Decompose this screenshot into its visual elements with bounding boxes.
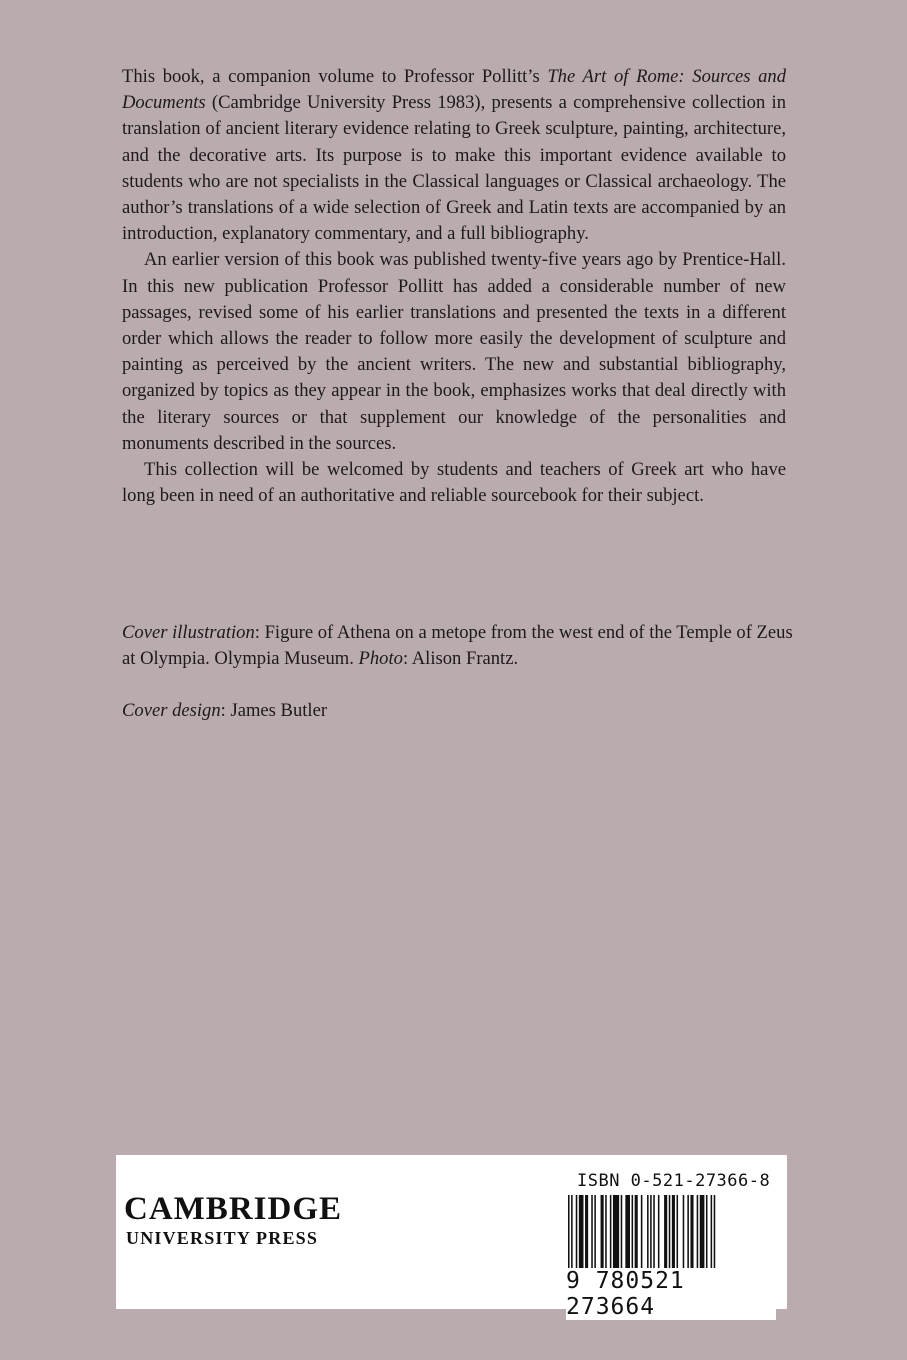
barcode-bar: [591, 1195, 593, 1271]
barcode-bar: [650, 1195, 652, 1271]
barcode-bar: [664, 1195, 667, 1271]
barcode-bar: [697, 1195, 699, 1271]
ean-digits: 9 780521 273664: [566, 1268, 776, 1320]
barcode-bar: [658, 1195, 660, 1271]
isbn-label: ISBN 0-521-27366-8: [577, 1171, 771, 1191]
barcode-bar: [601, 1195, 604, 1271]
barcode-bar: [690, 1195, 693, 1271]
barcode-bar: [625, 1195, 630, 1271]
blurb-paragraph-3: This collection will be welcomed by students and teachers of Greek art who have long been in need of an authoritative and reliable sourcebook for their subject.: [122, 459, 786, 507]
barcode-bar: [706, 1195, 708, 1271]
barcode-bar: [585, 1195, 588, 1271]
barcode-bar: [632, 1195, 634, 1271]
logo-line-1: CAMBRIDGE: [124, 1191, 343, 1227]
cover-illustration-credit: Cover illustration: Figure of Athena on a metope from the west end of the Temple of Zeus at Olympia. Olympia Museum. Photo: Alison Frantz.: [122, 622, 793, 669]
barcode-bar: [610, 1195, 612, 1271]
barcode-bar: [700, 1195, 705, 1271]
barcode-bar: [711, 1195, 713, 1271]
barcode-bar: [579, 1195, 584, 1271]
logo-line-2: UNIVERSITY PRESS: [126, 1228, 319, 1248]
barcode-bar: [687, 1195, 689, 1271]
cambridge-logo: [124, 1191, 342, 1249]
barcode-bar: [605, 1195, 607, 1271]
companion-book-title: The Art of Rome: Sources and Documents: [122, 66, 786, 114]
barcode-bar: [621, 1195, 623, 1271]
publisher-barcode-panel: [116, 1155, 787, 1320]
barcode-bar: [683, 1195, 685, 1271]
barcode-bar: [672, 1195, 675, 1271]
barcode-bar: [669, 1195, 671, 1271]
blurb-paragraph-2: An earlier version of this book was published twenty-five years ago by Prentice-Hall. In this new publication Professor Pollitt has added a considerable number of new passages, revised some of his earlier translations and presented the texts in a different order which allows the reader to follow more easily the development of sculpture and painting as perceived by the ancient writers. The new and substantial bibliography, organized by topics as they appear in the book, emphasizes works that deal directly with the literary sources or that supplement our knowledge of the personalities and monuments described in the sources.: [122, 249, 786, 454]
blurb: [122, 64, 786, 509]
barcode-bar: [641, 1195, 643, 1271]
barcode-bar: [613, 1195, 619, 1271]
barcode-bar: [576, 1195, 578, 1271]
barcode-bar: [677, 1195, 679, 1271]
barcode-bar: [653, 1195, 655, 1271]
barcode-bar: [635, 1195, 638, 1271]
barcode-bar: [594, 1195, 596, 1271]
blurb-paragraph-1: This book, a companion volume to Professor Pollitt’s The Art of Rome: Sources and Documents (Cambridge University Press 1983), presents a comprehensive collection in translation of ancient literary evidence relating to Greek sculpture, painting, architecture, and the decorative arts. Its purpose is to make this important evidence available to students who are not specialists in the Classical languages or Classical archaeology. The author’s translations of a wide selection of Greek and Latin texts are accompanied by an introduction, explanatory commentary, and a full bibliography.: [122, 66, 786, 245]
cover-design-credit: Cover design: James Butler: [122, 700, 328, 721]
